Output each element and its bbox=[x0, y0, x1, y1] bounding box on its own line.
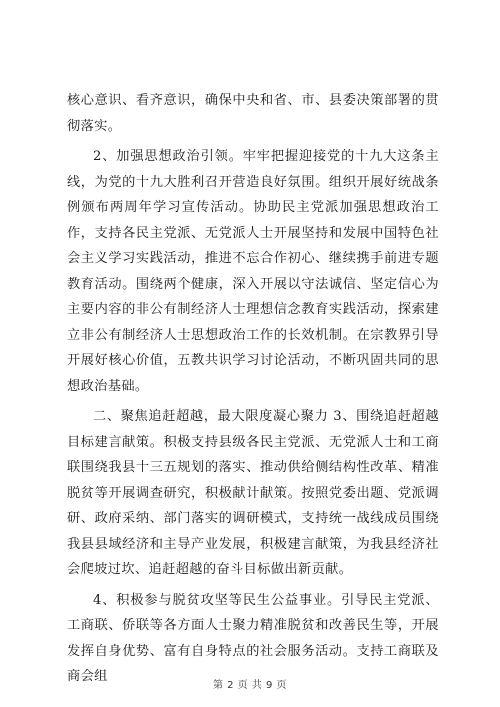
document-body bbox=[67, 88, 439, 690]
paragraph-poverty-alleviation: 4、积极参与脱贫攻坚等民生公益事业。引导民主党派、工商联、侨联等各方面人士聚力精准脱贫和改善民生等，开展发挥自身优势、富有自身特点的社会服务活动。支持工商联及商会组 bbox=[67, 592, 439, 684]
paragraph-continuation: 核心意识、看齐意识，确保中央和省、市、县委决策部署的贯彻落实。 bbox=[67, 93, 439, 134]
paragraph-catch-up-advice: 二、聚焦追赶超越，最大限度凝心聚力 3、围绕追赶超越目标建言献策。积极支持县级各民主党派、无党派人士和工商联围绕我县十三五规划的落实、推动供给侧结构性改革、精准脱贫等开展调查研究，积极献计献策。按照党委出题、党派调研、政府采纳、部门落实的调研模式，支持统一战线成员围绕我县县域经济和主导产业发展，积极建言献策，为我县经济社会爬坡过坎、追赶超越的奋斗目标做出新贡献。 bbox=[67, 409, 439, 577]
page-number-footer: 第 2 页 共 9 页 bbox=[212, 680, 288, 691]
paragraph-ideological-guidance: 2、加强思想政治引领。牢牢把握迎接党的十九大这条主线，为党的十九大胜利召开营造良好氛围。组织开展好统战条例颁布两周年学习宣传活动。协助民主党派加强思想政治工作，支持各民主党派、无党派人士开展坚持和发展中国特色社会主义学习实践活动，推进不忘合作初心、继续携手前进专题教育活动。围绕两个健康，深入开展以守法诚信、坚定信心为主要内容的非公有制经济人士理想信念教育实践活动，探索建立非公有制经济人士思想政治工作的长效机制。在宗教界引导开展好核心价值，五教共识学习讨论活动，不断巩固共同的思想政治基础。 bbox=[67, 149, 439, 394]
